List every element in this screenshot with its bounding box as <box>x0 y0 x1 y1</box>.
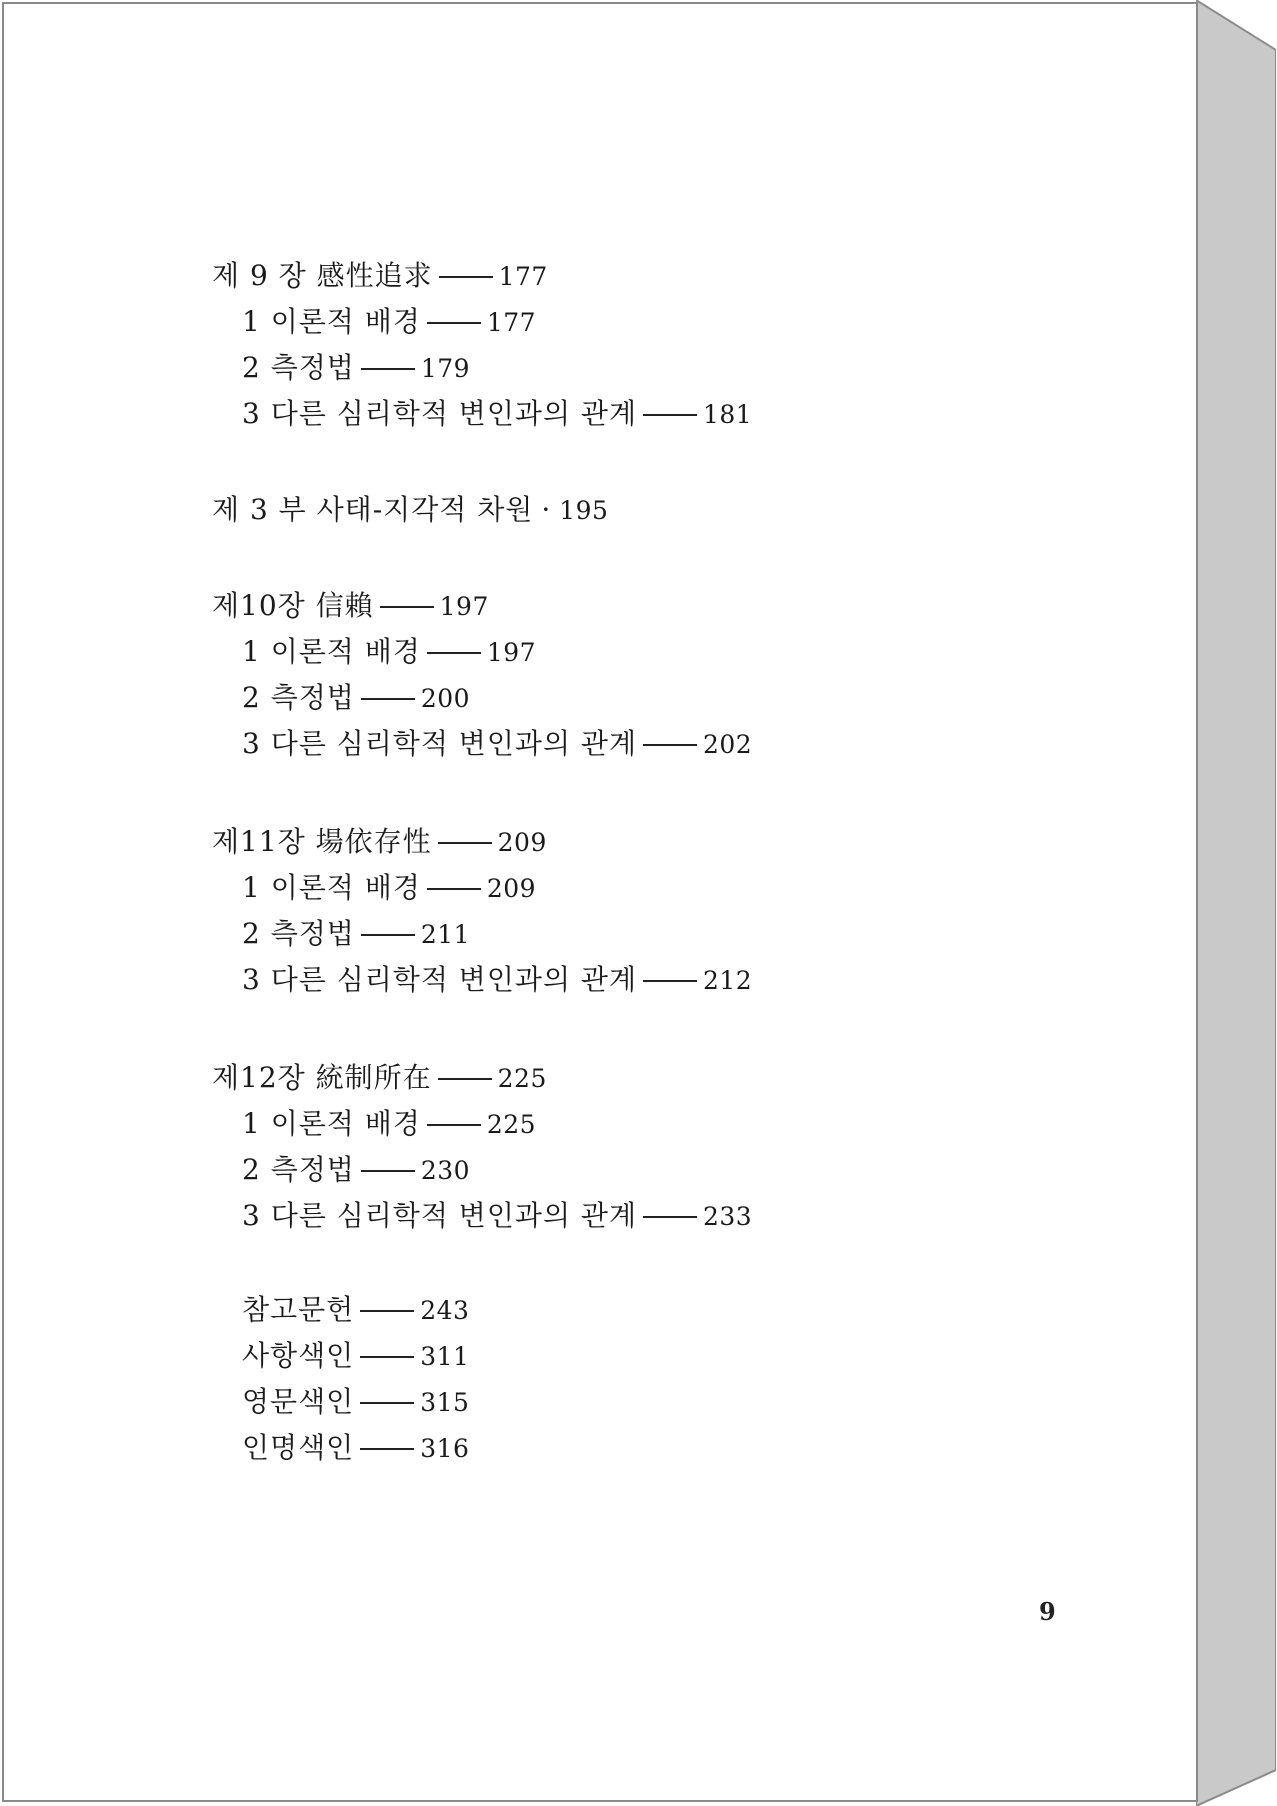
page-ref: 211 <box>420 920 471 949</box>
leader-dash <box>438 842 492 844</box>
page-ref: 179 <box>420 354 471 383</box>
chapter-title: 제11장 場依存性 <box>212 825 432 858</box>
toc-item[interactable] <box>242 724 752 764</box>
leader-dash <box>360 1402 414 1404</box>
section-label: 참고문헌 <box>242 1293 355 1326</box>
section-label: 3 다른 심리학적 변인과의 관계 <box>242 963 637 996</box>
toc-item[interactable] <box>242 1104 536 1144</box>
leader-dash <box>361 698 415 700</box>
page-ref: 181 <box>703 400 753 429</box>
page-ref: 225 <box>486 1110 537 1139</box>
section-label: 1 이론적 배경 <box>242 635 421 668</box>
leader-dash <box>427 1124 481 1126</box>
section-label: 1 이론적 배경 <box>242 305 421 338</box>
page-number: 9 <box>1039 1597 1056 1626</box>
page-ref: 230 <box>420 1156 471 1185</box>
page-ref: 200 <box>420 684 471 713</box>
toc-back-name-index[interactable] <box>242 1428 469 1468</box>
toc-item[interactable] <box>242 1150 470 1190</box>
page-stack-edge <box>1196 0 1276 1806</box>
leader-dash <box>361 934 415 936</box>
section-label: 2 측정법 <box>242 917 355 950</box>
section-label: 사항색인 <box>242 1339 355 1372</box>
leader-dash <box>643 1216 697 1218</box>
toc-back-english-index[interactable] <box>242 1382 469 1422</box>
toc-chapter-10[interactable] <box>212 586 489 626</box>
section-label: 2 측정법 <box>242 681 355 714</box>
leader-dash <box>439 276 493 278</box>
toc-back-subject-index[interactable] <box>242 1336 469 1376</box>
page-ref: 212 <box>703 966 753 995</box>
section-label: 1 이론적 배경 <box>242 1107 421 1140</box>
section-label: 3 다른 심리학적 변인과의 관계 <box>242 397 637 430</box>
page-ref: 197 <box>486 638 537 667</box>
chapter-title: 제10장 信賴 <box>212 589 374 622</box>
leader-dash <box>427 888 481 890</box>
page-ref: 177 <box>498 262 548 291</box>
section-label: 1 이론적 배경 <box>242 871 421 904</box>
book-page <box>2 2 1198 1802</box>
leader-dash <box>643 414 697 416</box>
toc-item[interactable] <box>242 632 536 672</box>
leader-dash <box>427 322 481 324</box>
page-ref: 197 <box>439 592 489 621</box>
toc-item[interactable] <box>242 348 470 388</box>
leader-dash <box>643 744 697 746</box>
page-ref: 243 <box>420 1296 470 1325</box>
toc-chapter-9[interactable] <box>212 256 548 296</box>
toc-chapter-12[interactable] <box>212 1058 547 1098</box>
toc-item[interactable] <box>242 914 470 954</box>
leader-dash <box>360 1448 414 1450</box>
page-ref: 225 <box>497 1064 547 1093</box>
middle-dot: · <box>541 493 552 526</box>
page-ref: 202 <box>703 730 753 759</box>
leader-dash <box>427 652 481 654</box>
leader-dash <box>380 606 434 608</box>
part-title: 제 3 부 사태-지각적 차원 <box>212 493 534 526</box>
page-ref: 311 <box>420 1342 470 1371</box>
toc-item[interactable] <box>242 394 752 434</box>
toc-item[interactable] <box>242 868 536 908</box>
page-ref: 195 <box>559 496 609 525</box>
toc-back-references[interactable] <box>242 1290 469 1330</box>
leader-dash <box>361 1170 415 1172</box>
page-ref: 233 <box>703 1202 753 1231</box>
page-ref: 177 <box>486 308 537 337</box>
toc-item[interactable] <box>242 1196 752 1236</box>
section-label: 3 다른 심리학적 변인과의 관계 <box>242 727 637 760</box>
toc-item[interactable] <box>242 302 536 342</box>
chapter-title: 제12장 統制所在 <box>212 1061 432 1094</box>
section-label: 3 다른 심리학적 변인과의 관계 <box>242 1199 637 1232</box>
leader-dash <box>361 368 415 370</box>
leader-dash <box>643 980 697 982</box>
page-ref: 316 <box>420 1434 470 1463</box>
toc-item[interactable] <box>242 678 470 718</box>
section-label: 2 측정법 <box>242 1153 355 1186</box>
toc-item[interactable] <box>242 960 752 1000</box>
page-ref: 315 <box>420 1388 470 1417</box>
section-label: 2 측정법 <box>242 351 355 384</box>
leader-dash <box>360 1356 414 1358</box>
toc-part-3[interactable] <box>212 490 608 530</box>
chapter-title: 제 9 장 感性追求 <box>212 259 433 292</box>
page-ref: 209 <box>497 828 547 857</box>
section-label: 영문색인 <box>242 1385 355 1418</box>
page-ref: 209 <box>486 874 537 903</box>
toc-chapter-11[interactable] <box>212 822 547 862</box>
leader-dash <box>360 1310 414 1312</box>
leader-dash <box>438 1078 492 1080</box>
section-label: 인명색인 <box>242 1431 355 1464</box>
